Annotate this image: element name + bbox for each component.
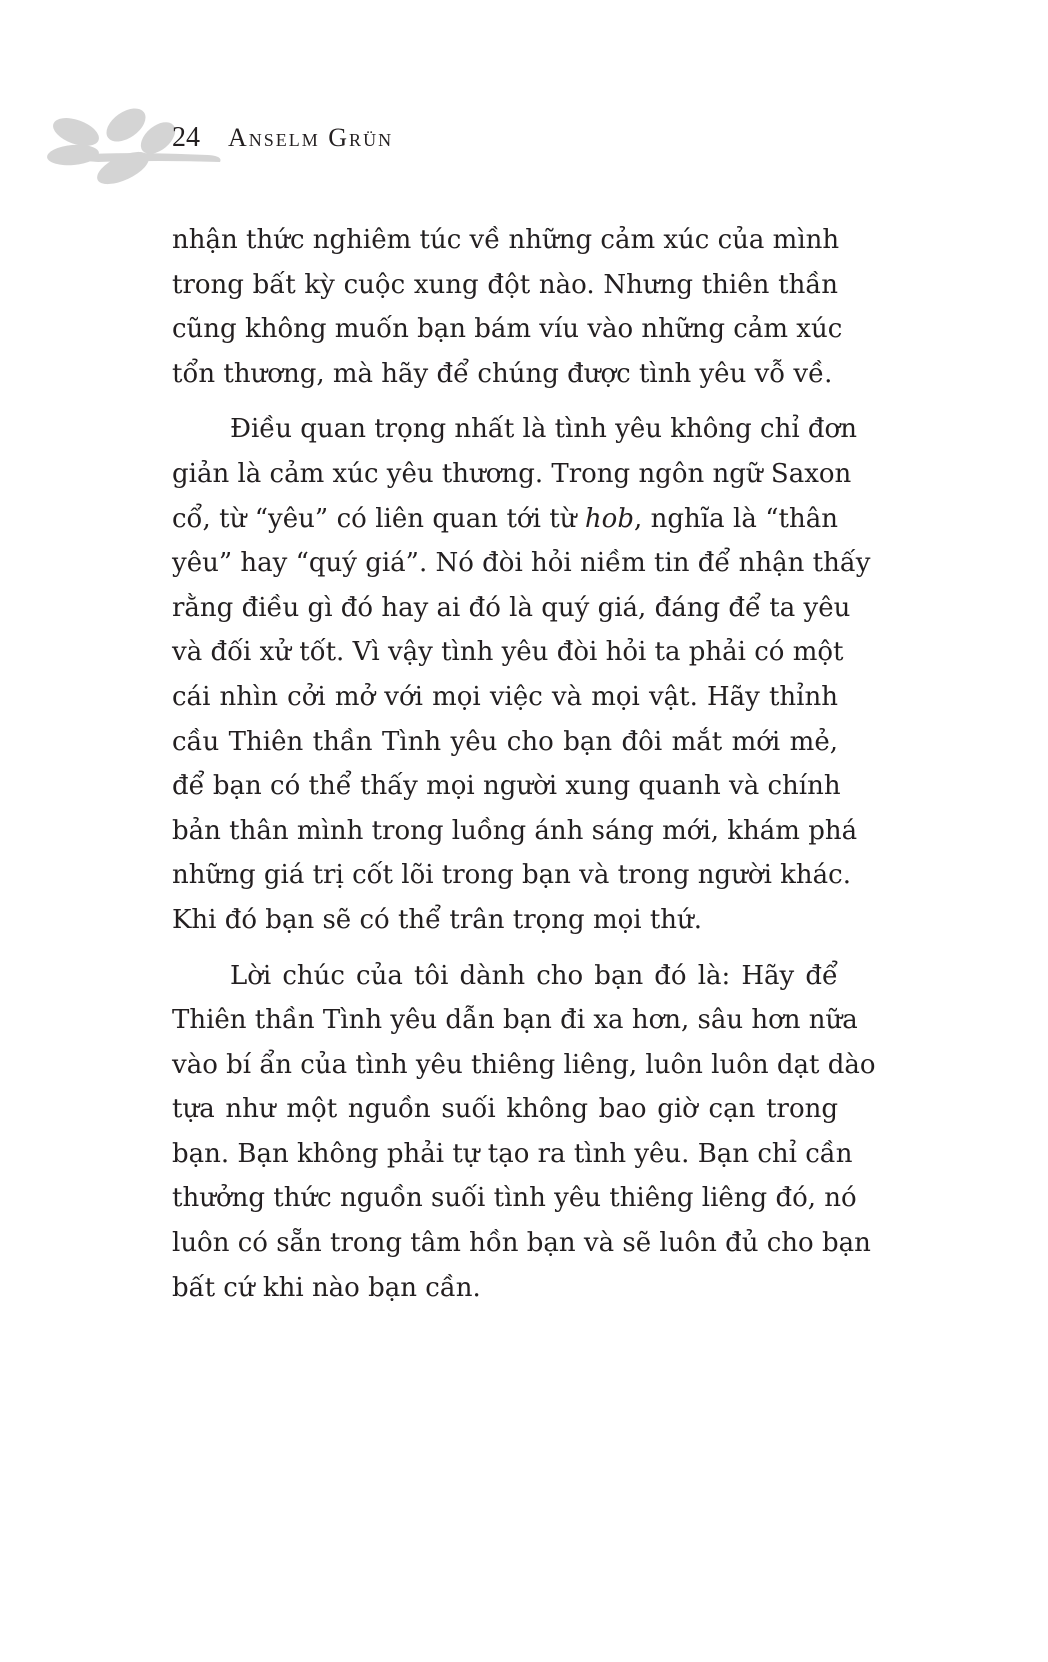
text-line: cũng không muốn bạn bám víu vào những cảm xúc (172, 314, 843, 345)
text-segment: cổ, từ “yêu” có liên quan tới từ (172, 503, 585, 534)
text-line: bản thân mình trong luồng ánh sáng mới, khám phá (172, 815, 858, 846)
author-name: Anselm Grün (228, 123, 394, 152)
text-line: Khi đó bạn sẽ có thể trân trọng mọi thứ. (172, 904, 703, 935)
text-line: để bạn có thể thấy mọi người xung quanh và chính (172, 771, 841, 802)
text-line: giản là cảm xúc yêu thương. Trong ngôn ngữ Saxon (172, 458, 852, 489)
text-line: bất cứ khi nào bạn cần. (172, 1272, 481, 1303)
italic-word: hob (584, 503, 634, 534)
text-line: cầu Thiên thần Tình yêu cho bạn đôi mắt mới mẻ, (172, 726, 838, 757)
paragraph-1 (172, 218, 843, 396)
paragraph-2 (172, 407, 871, 942)
text-line: những giá trị cốt lõi trong bạn và trong người khác. (172, 860, 851, 891)
text-line: vào bí ẩn của tình yêu thiêng liêng, luôn luôn dạt dào (172, 1049, 876, 1080)
text-line: Thiên thần Tình yêu dẫn bạn đi xa hơn, sâu hơn nữa (172, 1005, 858, 1036)
text-line: cái nhìn cởi mở với mọi việc và mọi vật. Hãy thỉnh (172, 681, 838, 712)
text-line: tổn thương, mà hãy để chúng được tình yêu vỗ về. (172, 358, 833, 389)
text-line: yêu” hay “quý giá”. Nó đòi hỏi niềm tin để nhận thấy (172, 548, 871, 579)
text-line: và đối xử tốt. Vì vậy tình yêu đòi hỏi ta phải có một (172, 637, 844, 668)
text-line: Điều quan trọng nhất là tình yêu không chỉ đơn (230, 414, 857, 445)
text-line: nhận thức nghiêm túc về những cảm xúc của mình (172, 225, 840, 255)
text-line: tựa như một nguồn suối không bao giờ cạn trong (172, 1094, 838, 1125)
text-segment: , nghĩa là “thân (633, 503, 838, 534)
running-header (172, 122, 393, 154)
page-body (172, 218, 876, 1321)
page-number: 24 (172, 122, 200, 153)
paragraph-3 (172, 954, 876, 1311)
text-line: Lời chúc của tôi dành cho bạn đó là: Hãy để (230, 960, 838, 991)
text-line: thưởng thức nguồn suối tình yêu thiêng liêng đó, nó (172, 1183, 857, 1214)
text-line: bạn. Bạn không phải tự tạo ra tình yêu. Bạn chỉ cần (172, 1138, 853, 1169)
text-line (172, 497, 838, 542)
text-line: rằng điều gì đó hay ai đó là quý giá, đáng để ta yêu (172, 592, 851, 623)
text-line: trong bất kỳ cuộc xung đột nào. Nhưng thiên thần (172, 269, 838, 300)
text-line: luôn có sẵn trong tâm hồn bạn và sẽ luôn đủ cho bạn (172, 1228, 871, 1259)
